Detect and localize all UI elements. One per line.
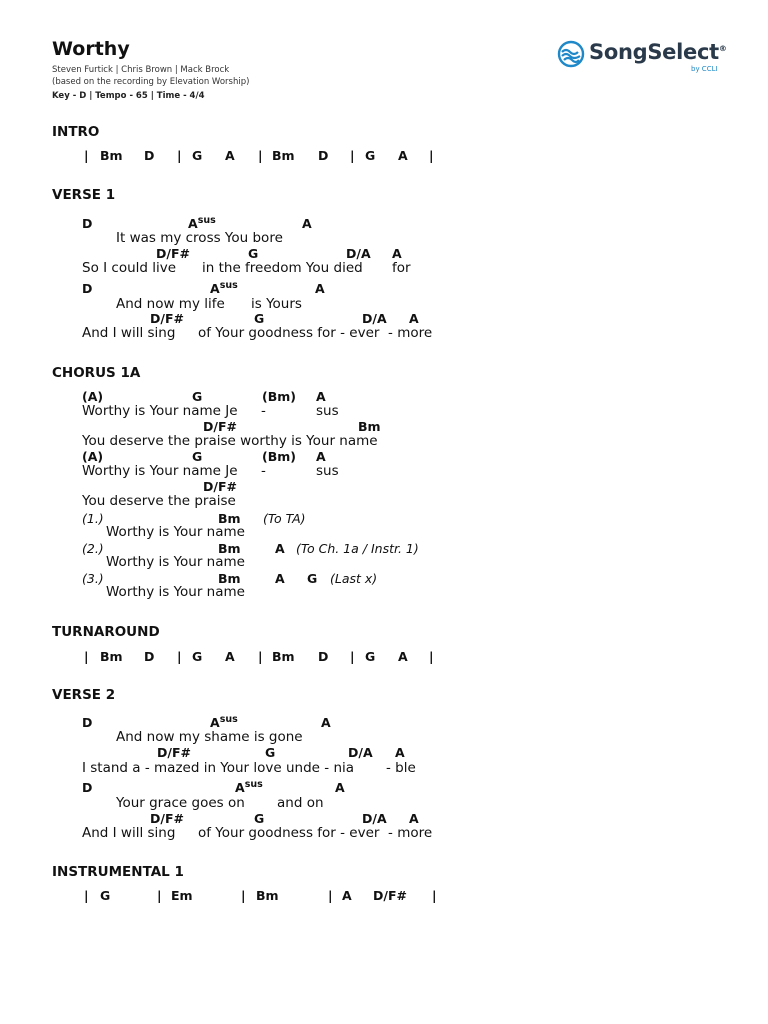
lyric-line: Worthy is Your name bbox=[106, 584, 245, 600]
bar-line: | bbox=[241, 888, 246, 903]
chord: G bbox=[365, 148, 376, 163]
lyric-line: And I will sing bbox=[82, 825, 176, 841]
ending-marker: (3.) bbox=[82, 571, 104, 586]
chord: G bbox=[365, 649, 376, 664]
chord: A bbox=[342, 888, 352, 903]
chord: D bbox=[82, 715, 93, 730]
chord: $A^{sus}$ bbox=[210, 280, 238, 296]
chord: D/F# bbox=[150, 811, 184, 826]
lyric-line: - bbox=[261, 403, 266, 419]
chord: A bbox=[398, 649, 408, 664]
logo-wordmark: SongSelect® bbox=[589, 40, 727, 64]
section-verse-1: VERSE 1 bbox=[52, 187, 116, 203]
chord: Bm bbox=[272, 649, 295, 664]
chord: A bbox=[335, 780, 345, 795]
lyric-line: sus bbox=[316, 403, 339, 419]
bar-line: | bbox=[350, 649, 355, 664]
section-verse-2: VERSE 2 bbox=[52, 687, 116, 703]
lyric-line: So I could live bbox=[82, 260, 177, 276]
chord: D/A bbox=[346, 246, 371, 261]
section-turnaround: TURNAROUND bbox=[52, 624, 160, 640]
chord: Bm bbox=[218, 571, 241, 586]
chord: A bbox=[409, 811, 419, 826]
chord: $A^{sus}$ bbox=[210, 714, 238, 730]
lyric-line: Worthy is Your name bbox=[106, 554, 245, 570]
chord: A bbox=[316, 449, 326, 464]
chord: Bm bbox=[100, 649, 123, 664]
section-instrumental-1: INSTRUMENTAL 1 bbox=[52, 864, 184, 880]
chord: D/F# bbox=[373, 888, 407, 903]
chord: A bbox=[225, 148, 235, 163]
chord: G bbox=[192, 649, 203, 664]
song-title: Worthy bbox=[52, 38, 130, 60]
lyric-line: And I will sing bbox=[82, 325, 176, 341]
chord: D bbox=[144, 649, 155, 664]
bar-line: | bbox=[84, 649, 89, 664]
song-key-tempo-time: Key - D | Tempo - 65 | Time - 4/4 bbox=[52, 91, 205, 101]
lyric-line: Worthy is Your name Je bbox=[82, 463, 238, 479]
chord: D/A bbox=[362, 311, 387, 326]
ending-marker: (2.) bbox=[82, 541, 104, 556]
chord: (Bm) bbox=[262, 449, 296, 464]
chord: D/F# bbox=[203, 479, 237, 494]
chord: D bbox=[82, 216, 93, 231]
lyric-line: Worthy is Your name bbox=[106, 524, 245, 540]
lyric-line: You deserve the praise bbox=[82, 493, 236, 509]
lyric-line: And now my life bbox=[116, 296, 225, 312]
lyric-line: And now my shame is gone bbox=[116, 729, 303, 745]
bar-line: | bbox=[258, 148, 263, 163]
lyric-line: I stand a - mazed in Your love unde - nia bbox=[82, 760, 355, 776]
chord: D/A bbox=[362, 811, 387, 826]
section-chorus-1a: CHORUS 1A bbox=[52, 365, 141, 381]
chord: D bbox=[318, 649, 329, 664]
chord: D/F# bbox=[157, 745, 191, 760]
lyric-line: is Yours bbox=[251, 296, 302, 312]
chord: G bbox=[254, 811, 265, 826]
chord: G bbox=[254, 311, 265, 326]
chord: Bm bbox=[256, 888, 279, 903]
chord: Em bbox=[171, 888, 193, 903]
chord: G bbox=[307, 571, 318, 586]
bar-line: | bbox=[432, 888, 437, 903]
chord: D bbox=[318, 148, 329, 163]
chord: $A^{sus}$ bbox=[235, 779, 263, 795]
bar-line: | bbox=[177, 649, 182, 664]
chord: D/F# bbox=[203, 419, 237, 434]
bar-line: | bbox=[157, 888, 162, 903]
chord: A bbox=[395, 745, 405, 760]
chord: G bbox=[100, 888, 111, 903]
chord: (A) bbox=[82, 449, 104, 464]
chord: Bm bbox=[358, 419, 381, 434]
chord: $A^{sus}$ bbox=[188, 215, 216, 231]
chord: A bbox=[225, 649, 235, 664]
bar-line: | bbox=[258, 649, 263, 664]
lyric-line: of Your goodness for - ever - more bbox=[198, 325, 433, 341]
bar-line: | bbox=[429, 649, 434, 664]
chord: G bbox=[192, 449, 203, 464]
chord: D/F# bbox=[156, 246, 190, 261]
chord: Bm bbox=[100, 148, 123, 163]
chord: Bm bbox=[272, 148, 295, 163]
bar-line: | bbox=[177, 148, 182, 163]
chord: Bm bbox=[218, 541, 241, 556]
direction-note: (Last x) bbox=[330, 571, 378, 586]
bar-line: | bbox=[328, 888, 333, 903]
chord: A bbox=[392, 246, 402, 261]
lyric-line: Worthy is Your name Je bbox=[82, 403, 238, 419]
lyric-line: Your grace goes on bbox=[116, 795, 245, 811]
lyric-line: You deserve the praise worthy is Your name bbox=[82, 433, 378, 449]
chord: D bbox=[82, 281, 93, 296]
bar-line: | bbox=[429, 148, 434, 163]
lyric-line: - bbox=[261, 463, 266, 479]
chord: A bbox=[315, 281, 325, 296]
chord: Bm bbox=[218, 511, 241, 526]
chord: (Bm) bbox=[262, 389, 296, 404]
chord: (A) bbox=[82, 389, 104, 404]
lyric-line: and on bbox=[277, 795, 324, 811]
lyric-line: of Your goodness for - ever - more bbox=[198, 825, 433, 841]
chord: D bbox=[144, 148, 155, 163]
section-intro: INTRO bbox=[52, 124, 100, 140]
chord: A bbox=[275, 571, 285, 586]
direction-note: (To Ch. 1a / Instr. 1) bbox=[296, 541, 419, 556]
lyric-line: for bbox=[392, 260, 411, 276]
chord: G bbox=[265, 745, 276, 760]
chord: A bbox=[316, 389, 326, 404]
chord: G bbox=[192, 148, 203, 163]
ending-marker: (1.) bbox=[82, 511, 104, 526]
songselect-logo bbox=[557, 40, 737, 76]
logo-by-ccli: by CCLI bbox=[691, 65, 718, 73]
lyric-line: - ble bbox=[386, 760, 416, 776]
lyric-line: in the freedom You died bbox=[202, 260, 363, 276]
chord: D/A bbox=[348, 745, 373, 760]
song-authors: Steven Furtick | Chris Brown | Mack Brock bbox=[52, 65, 230, 75]
bar-line: | bbox=[84, 148, 89, 163]
lyric-line: sus bbox=[316, 463, 339, 479]
lyric-line: It was my cross You bore bbox=[116, 230, 283, 246]
chord: G bbox=[192, 389, 203, 404]
chord: G bbox=[248, 246, 259, 261]
chord: D/F# bbox=[150, 311, 184, 326]
bar-line: | bbox=[350, 148, 355, 163]
chord: D bbox=[82, 780, 93, 795]
songselect-waves-icon bbox=[557, 40, 585, 68]
direction-note: (To TA) bbox=[263, 511, 306, 526]
chord: A bbox=[302, 216, 312, 231]
chord: A bbox=[321, 715, 331, 730]
chord: A bbox=[398, 148, 408, 163]
chord: A bbox=[275, 541, 285, 556]
song-recording: (based on the recording by Elevation Worship) bbox=[52, 77, 250, 87]
bar-line: | bbox=[84, 888, 89, 903]
chord: A bbox=[409, 311, 419, 326]
